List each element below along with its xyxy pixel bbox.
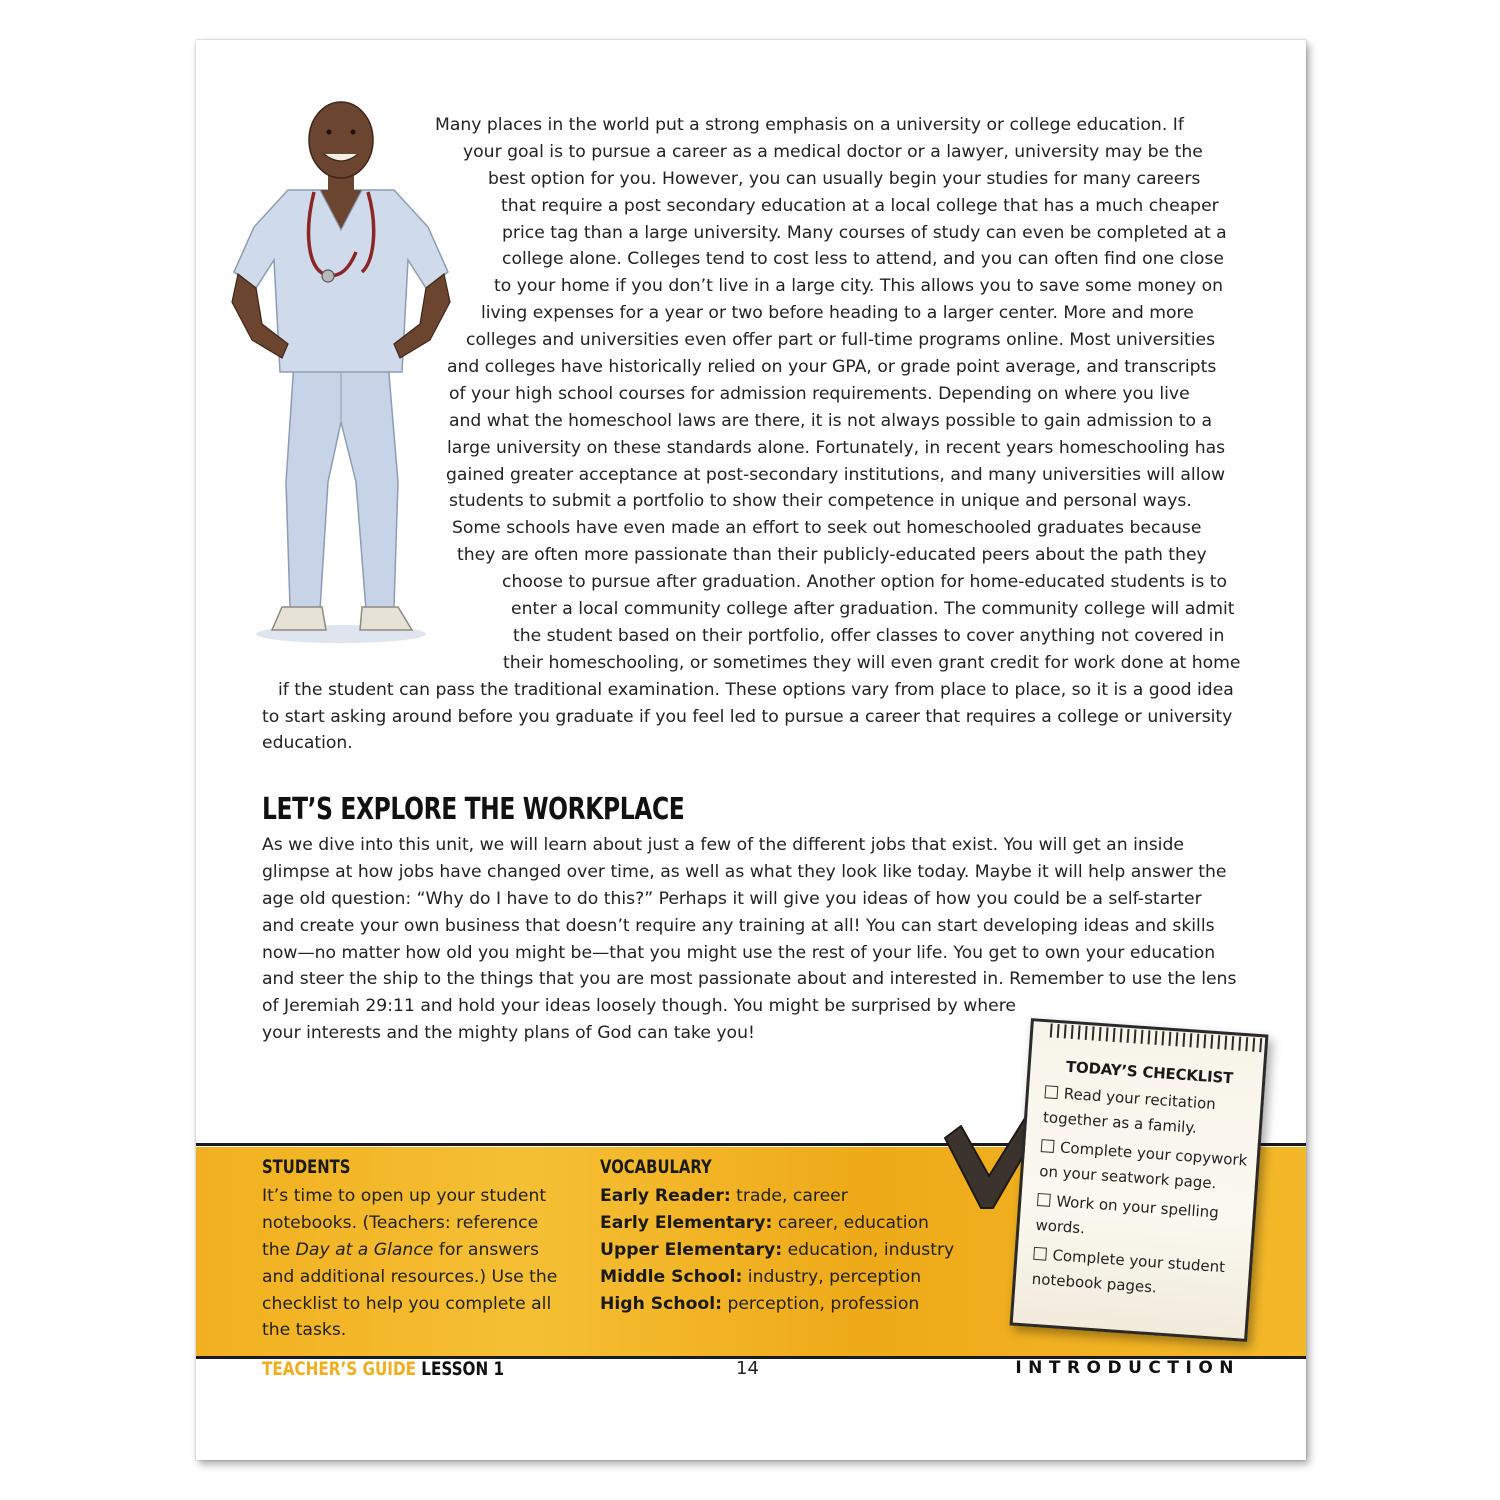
students-line <box>262 1237 557 1264</box>
intro-line: price tag than a large university. Many courses of study can even be completed at a <box>502 222 1227 243</box>
students-text <box>262 1183 557 1344</box>
intro-line: students to submit a portfolio to show their competence in unique and personal ways. <box>449 491 1192 512</box>
section-line: As we dive into this unit, we will learn about just a few of the different jobs that exist. You will get an inside <box>262 835 1184 855</box>
intro-line: Some schools have even made an effort to seek out homeschooled graduates because <box>452 518 1202 539</box>
students-line-post: for answers <box>433 1239 539 1260</box>
intro-line: best option for you. However, you can usually begin your studies for many careers <box>488 168 1201 189</box>
footer-lesson: LESSON 1 <box>421 1358 505 1380</box>
intro-line: college alone. Colleges tend to cost less to attend, and you can often find one close <box>502 249 1224 270</box>
intro-line: to start asking around before you graduate if you feel led to pursue a career that requires a college or university <box>262 706 1233 727</box>
footer-guide: TEACHER’S GUIDE <box>262 1358 416 1380</box>
vocab-words: perception, profession <box>721 1293 920 1314</box>
intro-line: large university on these standards alone. Fortunately, in recent years homeschooling has <box>447 437 1226 458</box>
vocab-words: industry, perception <box>742 1266 922 1287</box>
intro-line: of your high school courses for admission requirements. Depending on where you live <box>449 383 1190 404</box>
footer-section: INTRODUCTION <box>1015 1358 1240 1378</box>
checklist-item-label: Complete your student notebook pages. <box>1031 1246 1226 1297</box>
students-line: notebooks. (Teachers: reference <box>262 1212 539 1233</box>
todays-checklist-notepad <box>1003 1012 1275 1349</box>
students-line-pre: the <box>262 1239 296 1260</box>
day-at-a-glance-ref: Day at a Glance <box>295 1239 434 1260</box>
intro-line: their homeschooling, or sometimes they will even grant credit for work done at home <box>503 652 1241 673</box>
footer-guide-label <box>262 1358 504 1380</box>
section-line: now—no matter how old you might be—that you might use the rest of your life. You get to own your education <box>262 942 1216 963</box>
vocabulary-list <box>600 1183 954 1317</box>
intro-line: enter a local community college after graduation. The community college will admit <box>511 599 1235 620</box>
vocab-level: Early Reader: <box>600 1186 731 1206</box>
section-line: glimpse at how jobs have changed over time, as well as what they look like today. Maybe it will help answer the <box>262 861 1227 882</box>
checkbox-icon[interactable] <box>1041 1139 1055 1153</box>
intro-line: and colleges have historically relied on your GPA, or grade point average, and transcripts <box>447 357 1217 378</box>
checklist-title: TODAY’S CHECKLIST <box>1065 1057 1234 1088</box>
checkbox-icon[interactable] <box>1037 1193 1051 1207</box>
checkbox-icon[interactable] <box>1044 1085 1058 1099</box>
vocab-row <box>600 1291 954 1318</box>
checklist-items <box>1031 1080 1261 1310</box>
section-line: of Jeremiah 29:11 and hold your ideas loosely though. You might be surprised by where <box>262 996 1016 1017</box>
checklist-item[interactable] <box>1038 1134 1256 1199</box>
section-line: age old question: “Why do I have to do this?” Perhaps it will give you ideas of how you could be a self-starter <box>262 888 1202 909</box>
section-paragraph <box>262 832 1236 1047</box>
vocab-words: education, industry <box>782 1239 955 1260</box>
section-line: and steer the ship to the things that you are most passionate about and interested in. Remember to use the lens <box>262 969 1237 990</box>
intro-line: living expenses for a year or two before heading to a larger center. More and more <box>481 303 1194 324</box>
intro-line: if the student can pass the traditional examination. These options vary from place to place, so it is a good idea <box>278 679 1234 700</box>
intro-line: and what the homeschool laws are there, it is not always possible to gain admission to a <box>449 410 1213 431</box>
intro-paragraph <box>196 112 1240 757</box>
students-line: the tasks. <box>262 1320 347 1341</box>
section-line: your interests and the mighty plans of God can take you! <box>262 1023 755 1044</box>
intro-line: your goal is to pursue a career as a medical doctor or a lawyer, university may be the <box>463 141 1203 162</box>
vocab-level: Upper Elementary: <box>600 1239 783 1260</box>
checkbox-icon[interactable] <box>1033 1247 1047 1261</box>
vocab-row <box>600 1183 954 1210</box>
intro-line: colleges and universities even offer part or full-time programs online. Most universities <box>466 330 1216 351</box>
checklist-item-label: Complete your copywork on your seatwork page. <box>1038 1138 1248 1193</box>
checklist-item[interactable] <box>1035 1188 1253 1253</box>
vocab-level: Early Elementary: <box>600 1212 773 1233</box>
vocab-level: Middle School: <box>600 1266 743 1287</box>
intro-line: gained greater acceptance at post-secondary institutions, and many universities will allow <box>446 464 1226 485</box>
intro-line: education. <box>262 733 353 754</box>
intro-line: Many places in the world put a strong emphasis on a university or college education. If <box>435 115 1184 135</box>
checklist-item[interactable] <box>1031 1242 1249 1307</box>
students-line: checklist to help you complete all <box>262 1293 552 1314</box>
checklist-item-label: Read your recitation together as a family. <box>1042 1084 1217 1137</box>
page-number: 14 <box>736 1358 759 1379</box>
vocab-level: High School: <box>600 1293 722 1314</box>
vocab-row <box>600 1237 954 1264</box>
students-line: It’s time to open up your student <box>262 1186 547 1206</box>
vocab-row <box>600 1264 954 1291</box>
vocabulary-heading: VOCABULARY <box>600 1156 712 1178</box>
students-line: and additional resources.) Use the <box>262 1266 558 1287</box>
book-page <box>196 40 1306 1460</box>
vocab-words: trade, career <box>730 1186 848 1206</box>
intro-line: to your home if you don’t live in a large city. This allows you to save some money on <box>494 276 1223 297</box>
checklist-item-label: Work on your spelling words. <box>1034 1192 1220 1238</box>
intro-line: choose to pursue after graduation. Another option for home-educated students is to <box>502 572 1228 593</box>
intro-line: the student based on their portfolio, offer classes to cover anything not covered in <box>513 625 1225 646</box>
vocab-row <box>600 1210 954 1237</box>
checklist-item[interactable] <box>1042 1080 1260 1145</box>
students-heading: STUDENTS <box>262 1156 351 1178</box>
section-line: and create your own business that doesn’t require any training at all! You can start developing ideas and skills <box>262 915 1215 936</box>
vocab-words: career, education <box>772 1212 929 1233</box>
notepad-paper <box>1010 1018 1269 1342</box>
intro-line: they are often more passionate than their publicly-educated peers about the path they <box>457 545 1207 566</box>
section-heading: LET’S EXPLORE THE WORKPLACE <box>262 792 685 827</box>
intro-line: that require a post secondary education at a local college that has a much cheaper <box>501 195 1219 216</box>
